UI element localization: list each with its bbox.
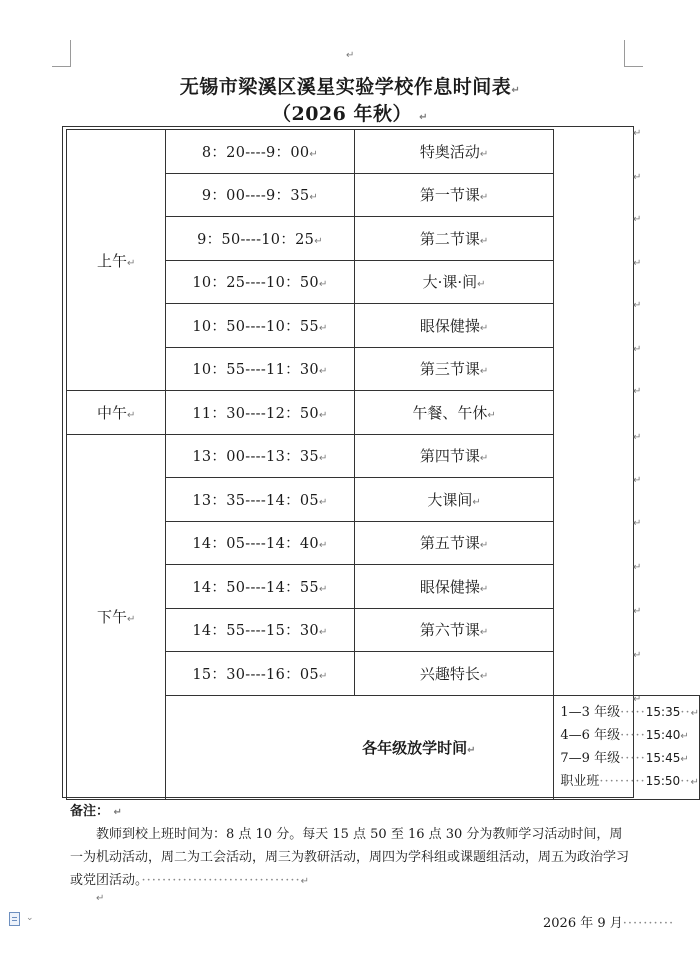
table-row [67,434,700,478]
schedule-table [66,129,700,800]
row-end-mark: ↵ [633,694,642,705]
dismissal-times-cell [554,695,700,799]
time-cell: 14：50----14：55↵ [166,565,354,609]
dismissal-item: 1—3 年级·····15:35··↵ [560,704,699,720]
activity-cell: 第六节课↵ [354,608,554,652]
time-cell: 11：30----12：50↵ [166,391,354,435]
activity-cell: 眼保健操↵ [354,565,554,609]
notes-label: 备注： ↵ [70,804,122,819]
activity-cell: 第三节课↵ [354,347,554,391]
activity-cell: 特奥活动↵ [354,130,554,174]
activity-cell: 兴趣特长↵ [354,652,554,696]
row-end-mark: ↵ [633,606,642,617]
time-cell: 13：35----14：05↵ [166,478,354,522]
period-morning: 上午↵ [67,130,166,391]
row-end-mark: ↵ [633,128,642,139]
period-afternoon: 下午↵ [67,434,166,799]
activity-cell: 第二节课↵ [354,217,554,261]
time-cell: 9：50----10：25↵ [166,217,354,261]
time-cell: 9：00----9：35↵ [166,173,354,217]
dismissal-item: 7—9 年级·····15:45↵ [560,750,689,766]
document-date: 2026 年 9 月·········· [543,916,675,931]
time-cell: 14：55----15：30↵ [166,608,354,652]
time-cell: 8：20----9：00↵ [166,130,354,174]
top-left-corner-mark [52,40,71,67]
activity-cell: 午餐、午休↵ [354,391,554,435]
row-end-mark: ↵ [633,432,642,443]
dismissal-label-cell: 各年级放学时间↵ [166,695,554,799]
table-row [67,391,700,435]
row-end-mark: ↵ [633,300,642,311]
paragraph-mark: ↵ [346,50,355,61]
activity-cell: 眼保健操↵ [354,304,554,348]
row-end-mark: ↵ [633,344,642,355]
time-cell: 10：25----10：50↵ [166,260,354,304]
time-cell: 13：00----13：35↵ [166,434,354,478]
document-icon[interactable] [9,912,20,926]
row-end-mark: ↵ [633,214,642,225]
activity-cell: 第四节课↵ [354,434,554,478]
activity-cell: 大课间↵ [354,478,554,522]
time-cell: 10：55----11：30↵ [166,347,354,391]
time-cell: 10：50----10：55↵ [166,304,354,348]
row-end-mark: ↵ [633,562,642,573]
row-end-mark: ↵ [633,386,642,397]
time-cell: 15：30----16：05↵ [166,652,354,696]
row-end-mark: ↵ [633,518,642,529]
period-noon: 中午↵ [67,391,166,435]
activity-cell: 第一节课↵ [354,173,554,217]
dismissal-item: 4—6 年级·····15:40↵ [560,727,689,743]
row-end-mark: ↵ [633,258,642,269]
activity-cell: 大·课·间↵ [354,260,554,304]
notes-text: 教师到校上班时间为：8 点 10 分。每天 15 点 50 至 16 点 30 分为教师学习活动时间，周一为机动活动，周二为工会活动，周三为教研活动，周四为学科组或课题组活动，周五为政治学习或党团活动。·······························↵ [70,827,630,888]
chevron-down-icon[interactable]: ⌄ [26,913,34,923]
table-row [67,130,700,174]
time-cell: 14：05----14：40↵ [166,521,354,565]
document-title: 无锡市梁溪区溪星实验学校作息时间表↵ [179,76,521,98]
row-end-mark: ↵ [633,475,642,486]
row-end-mark: ↵ [633,172,642,183]
document-subtitle: （2026 年秋） ↵ [271,103,428,125]
paragraph-mark: ↵ [96,893,105,904]
top-right-corner-mark [624,40,643,67]
activity-cell: 第五节课↵ [354,521,554,565]
dismissal-item: 职业班·········15:50··↵ [560,773,699,789]
row-end-mark: ↵ [633,650,642,661]
